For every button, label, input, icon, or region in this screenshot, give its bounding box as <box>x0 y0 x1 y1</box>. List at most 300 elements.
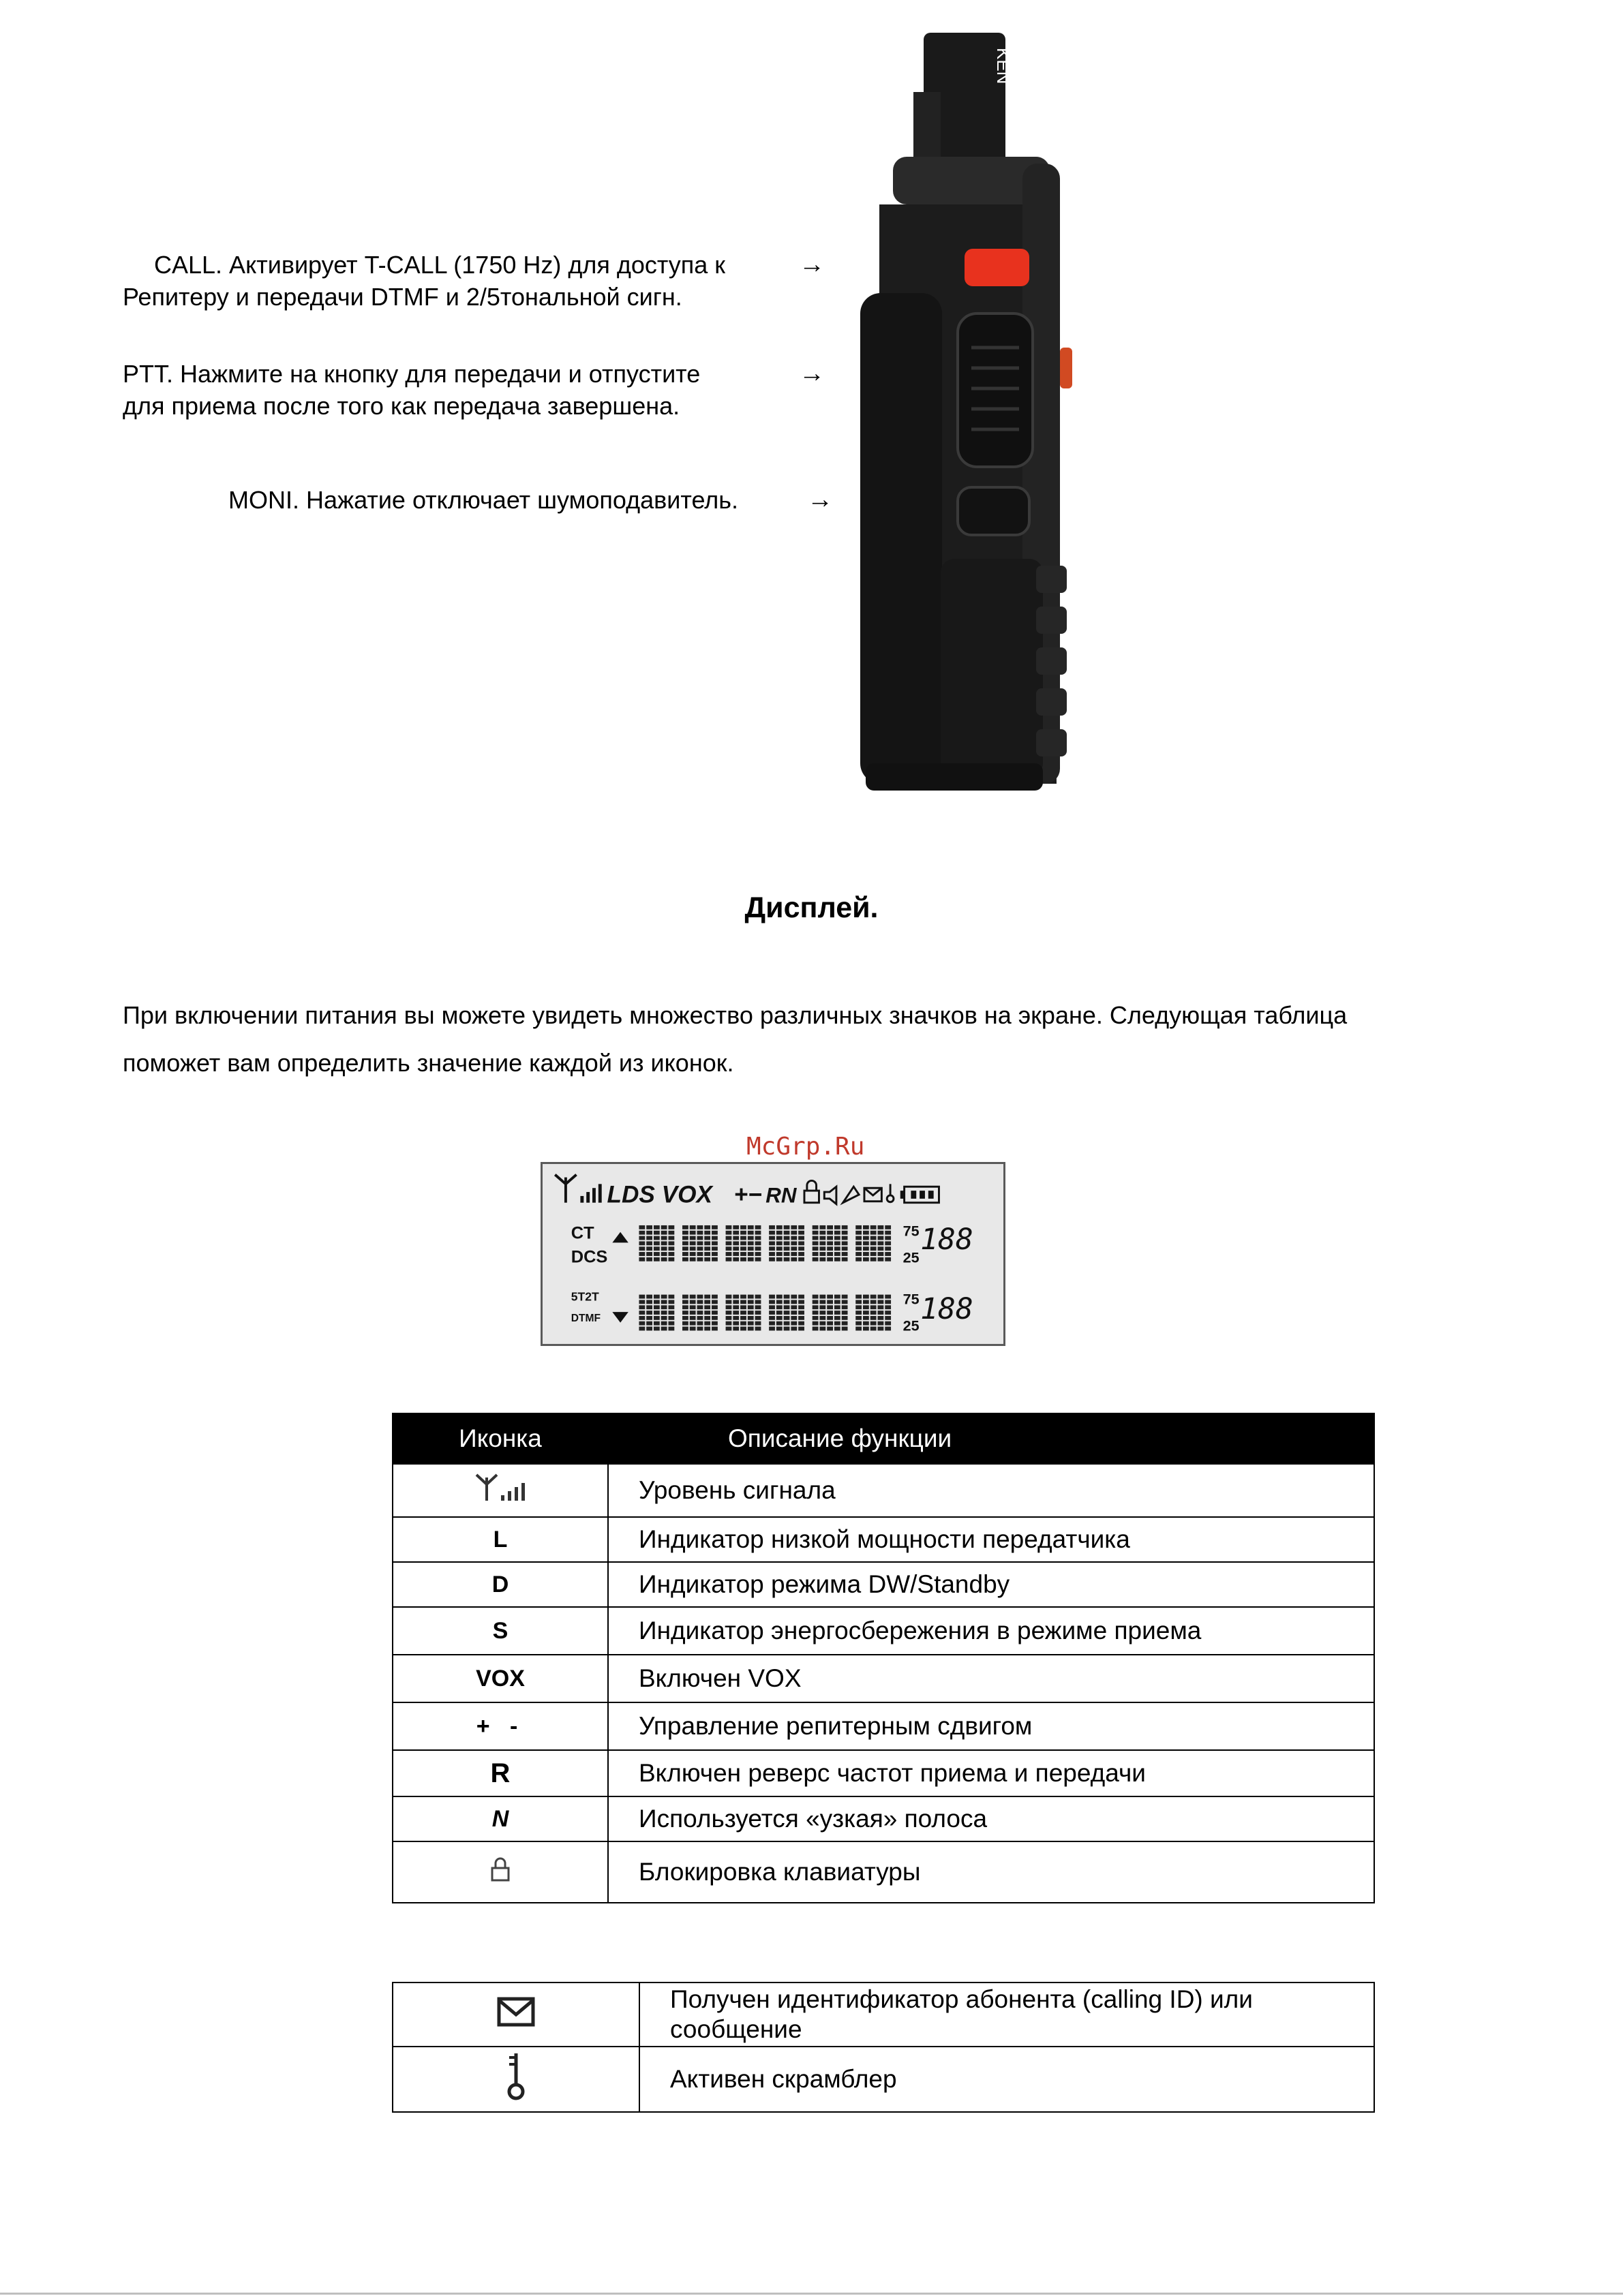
lcd-pixel <box>748 1225 754 1229</box>
lcd-pixel <box>784 1246 790 1251</box>
lcd-pixel <box>834 1257 840 1261</box>
lcd-pixel <box>827 1295 833 1299</box>
lcd-pixel <box>827 1241 833 1245</box>
lcd-pixel <box>798 1295 804 1299</box>
lcd-pixel <box>827 1231 833 1235</box>
lcd-pixel <box>855 1321 862 1326</box>
table-desc-cell: Уровень сигнала <box>608 1464 1374 1517</box>
lcd-pixel <box>842 1225 848 1229</box>
lcd-pixel <box>813 1316 819 1320</box>
lcd-pixel <box>740 1321 746 1326</box>
lcd-step-75: 75 <box>902 1291 920 1308</box>
lcd-pixel <box>769 1225 775 1229</box>
table-icon-cell: VOX <box>393 1655 608 1702</box>
lcd-pixel <box>740 1300 746 1304</box>
lcd-pixel <box>639 1241 645 1245</box>
lcd-pixel <box>646 1231 652 1235</box>
lcd-pixel <box>654 1327 660 1331</box>
callout-call <box>123 249 725 313</box>
lcd-pixel <box>878 1241 884 1245</box>
table-icon-cell: S <box>393 1607 608 1655</box>
lcd-pixel <box>704 1295 710 1299</box>
lcd-pixel <box>690 1225 696 1229</box>
lcd-pixel <box>870 1246 877 1251</box>
lcd-pixel <box>870 1236 877 1240</box>
lcd-pixel <box>791 1321 797 1326</box>
lcd-pixel <box>878 1321 884 1326</box>
lcd-pixel <box>682 1300 688 1304</box>
lcd-pixel <box>704 1257 710 1261</box>
lcd-pixel <box>712 1257 718 1261</box>
lcd-pixel <box>748 1241 754 1245</box>
lcd-pixel <box>870 1311 877 1315</box>
lcd-pixel <box>863 1252 869 1256</box>
arrow-icon: → <box>799 359 825 388</box>
lcd-pixel <box>733 1321 739 1326</box>
callout-ptt-line2: для приема после того как передача завершена. <box>123 392 680 420</box>
table-row <box>393 1517 1374 1562</box>
lcd-pixel <box>690 1327 696 1331</box>
lcd-pixel <box>639 1316 645 1320</box>
lcd-pixel <box>784 1241 790 1245</box>
lcd-pixel <box>668 1257 674 1261</box>
lcd-pixel <box>776 1300 783 1304</box>
lcd-pixel <box>704 1305 710 1309</box>
table-desc-cell: Активен скрамблер <box>639 2047 1374 2112</box>
lcd-pixel <box>870 1300 877 1304</box>
lcd-pixel <box>697 1295 703 1299</box>
lcd-pixel <box>733 1300 739 1304</box>
signal-bars <box>580 1184 601 1202</box>
lcd-pixel <box>748 1321 754 1326</box>
lcd-pixel <box>654 1300 660 1304</box>
key-icon <box>887 1184 894 1201</box>
lcd-pixel <box>827 1321 833 1326</box>
callout-ptt-line1: PTT. Нажмите на кнопку для передачи и отпустите <box>123 360 701 388</box>
lcd-pixel <box>819 1327 825 1331</box>
lcd-pixel <box>654 1236 660 1240</box>
lcd-pixel <box>878 1257 884 1261</box>
lcd-pixel <box>682 1252 688 1256</box>
envelope-icon <box>864 1188 881 1201</box>
lcd-pixel <box>878 1225 884 1229</box>
table-row <box>393 1841 1374 1903</box>
lcd-pixel <box>682 1225 688 1229</box>
lcd-pixel <box>668 1225 674 1229</box>
lcd-pixel <box>784 1236 790 1240</box>
lcd-pixel <box>704 1231 710 1235</box>
lcd-pixel <box>791 1305 797 1309</box>
lcd-pixel <box>855 1327 862 1331</box>
lcd-pixel <box>740 1236 746 1240</box>
lcd-pixel <box>682 1231 688 1235</box>
table-desc-cell: Индикатор режима DW/Standby <box>608 1562 1374 1607</box>
lock-icon <box>487 1854 514 1884</box>
lcd-pixel <box>784 1300 790 1304</box>
lcd-pixel <box>798 1300 804 1304</box>
lcd-pixel <box>870 1225 877 1229</box>
lcd-pixel <box>885 1246 891 1251</box>
lcd-pixel <box>712 1311 718 1315</box>
lcd-pixel <box>712 1246 718 1251</box>
lcd-rn: RN <box>765 1183 797 1208</box>
lcd-pixel <box>784 1252 790 1256</box>
lcd-pixel <box>646 1321 652 1326</box>
lcd-pixel <box>827 1305 833 1309</box>
lcd-pixel <box>842 1231 848 1235</box>
lcd-pixel <box>855 1246 862 1251</box>
lcd-pixel <box>870 1316 877 1320</box>
lcd-pixel <box>878 1316 884 1320</box>
lcd-pixel <box>863 1241 869 1245</box>
lcd-pixel <box>733 1225 739 1229</box>
call-button <box>965 249 1029 286</box>
lcd-pixel <box>819 1246 825 1251</box>
icon-table <box>392 1413 1375 1903</box>
lcd-pixel <box>813 1295 819 1299</box>
lcd-pixel <box>690 1316 696 1320</box>
lcd-channel-digits: 188 <box>920 1223 973 1257</box>
page-bottom-rule <box>0 2293 1623 2295</box>
lcd-pixel <box>870 1241 877 1245</box>
lcd-pixel <box>855 1305 862 1309</box>
lcd-pixel <box>748 1316 754 1320</box>
lcd-pixel <box>748 1327 754 1331</box>
lcd-pixel <box>769 1257 775 1261</box>
lcd-pixel <box>646 1327 652 1331</box>
lcd-pixel <box>863 1246 869 1251</box>
lock-icon <box>804 1180 819 1202</box>
lcd-pixel <box>834 1246 840 1251</box>
lcd-pixel <box>827 1246 833 1251</box>
lcd-pixel <box>842 1321 848 1326</box>
lcd-pixel <box>769 1231 775 1235</box>
lcd-pixel <box>697 1316 703 1320</box>
lcd-pixel <box>827 1225 833 1229</box>
lcd-pixel <box>769 1295 775 1299</box>
lcd-pixel <box>748 1252 754 1256</box>
lcd-ct: CT <box>571 1223 594 1243</box>
lcd-pixel <box>813 1241 819 1245</box>
lcd-pixel <box>740 1252 746 1256</box>
lcd-pixel <box>682 1246 688 1251</box>
lcd-pixel <box>712 1252 718 1256</box>
lcd-pixel <box>769 1241 775 1245</box>
lcd-pixel <box>776 1316 783 1320</box>
lcd-pixel <box>654 1316 660 1320</box>
arrow-up-icon <box>612 1232 628 1243</box>
lcd-pixel <box>646 1311 652 1315</box>
lcd-pixel <box>726 1327 732 1331</box>
signal-icon <box>470 1471 531 1505</box>
lcd-pixel <box>712 1305 718 1309</box>
table-icon-cell: R <box>393 1750 608 1796</box>
lcd-pixel <box>813 1321 819 1326</box>
lcd-pixel <box>712 1225 718 1229</box>
lcd-pixel <box>784 1316 790 1320</box>
lcd-pixel <box>834 1252 840 1256</box>
lcd-pixel <box>776 1295 783 1299</box>
lcd-pixel <box>878 1236 884 1240</box>
lcd-pixel <box>776 1236 783 1240</box>
lcd-pixel <box>813 1252 819 1256</box>
lcd-pixel <box>769 1316 775 1320</box>
table-icon-cell <box>393 1983 639 2047</box>
lcd-pixel <box>755 1295 761 1299</box>
table-icon-cell: N <box>393 1796 608 1841</box>
lcd-pixel <box>690 1311 696 1315</box>
lcd-pixel <box>646 1316 652 1320</box>
table-icon-cell <box>393 1464 608 1517</box>
lcd-pixel <box>755 1241 761 1245</box>
lcd-pixel <box>870 1305 877 1309</box>
lcd-pixel <box>813 1246 819 1251</box>
lcd-pixel <box>712 1295 718 1299</box>
lcd-pixel <box>682 1321 688 1326</box>
table-row <box>393 1750 1374 1796</box>
lcd-pixel <box>791 1246 797 1251</box>
lcd-pixel <box>827 1252 833 1256</box>
table-desc-cell: Блокировка клавиатуры <box>608 1841 1374 1903</box>
lcd-pixel <box>697 1241 703 1245</box>
table-row <box>393 1464 1374 1517</box>
lcd-pixel <box>855 1257 862 1261</box>
lcd-pixel <box>885 1295 891 1299</box>
lcd-pixel <box>639 1225 645 1229</box>
lcd-pixel <box>791 1327 797 1331</box>
moni-button <box>958 487 1029 535</box>
lcd-pixel <box>842 1257 848 1261</box>
lcd-pixel <box>863 1257 869 1261</box>
lcd-pixel <box>819 1241 825 1245</box>
lcd-pixel <box>654 1241 660 1245</box>
lcd-pixel <box>682 1311 688 1315</box>
lcd-pixel <box>798 1241 804 1245</box>
dot-matrix-row-top <box>639 1225 891 1261</box>
speaker-icon <box>824 1187 836 1204</box>
lcd-pixel <box>870 1252 877 1256</box>
lcd-pixel <box>733 1311 739 1315</box>
lcd-pixel <box>748 1300 754 1304</box>
table-row <box>393 1983 1374 2047</box>
lcd-pixel <box>755 1225 761 1229</box>
lcd-pixel <box>712 1300 718 1304</box>
lcd-pixel <box>704 1246 710 1251</box>
lcd-pixel <box>733 1295 739 1299</box>
lcd-pixel <box>819 1295 825 1299</box>
lcd-pixel <box>661 1225 667 1229</box>
lcd-pixel <box>885 1257 891 1261</box>
lcd-pixel <box>798 1321 804 1326</box>
lcd-pixel <box>755 1236 761 1240</box>
lcd-pixel <box>712 1327 718 1331</box>
lcd-pixel <box>863 1311 869 1315</box>
lcd-pixel <box>842 1316 848 1320</box>
lcd-pixel <box>827 1257 833 1261</box>
lcd-pixel <box>661 1300 667 1304</box>
lcd-pixel <box>733 1252 739 1256</box>
lcd-pixel <box>690 1295 696 1299</box>
lcd-pixel <box>726 1321 732 1326</box>
lcd-pixel <box>878 1311 884 1315</box>
lcd-pixel <box>819 1316 825 1320</box>
lcd-plus-minus: +− <box>734 1181 763 1208</box>
lcd-pixel <box>791 1231 797 1235</box>
lcd-pixel <box>697 1321 703 1326</box>
lcd-pixel <box>798 1252 804 1256</box>
lcd-pixel <box>784 1305 790 1309</box>
lcd-pixel <box>740 1241 746 1245</box>
lcd-pixel <box>697 1252 703 1256</box>
lcd-pixel <box>646 1252 652 1256</box>
lcd-pixel <box>827 1311 833 1315</box>
lcd-pixel <box>776 1225 783 1229</box>
lcd-pixel <box>791 1300 797 1304</box>
lcd-pixel <box>682 1327 688 1331</box>
lcd-pixel <box>784 1231 790 1235</box>
desc-line1: Получен идентификатор абонента (calling ID) или <box>670 1985 1253 2013</box>
lcd-pixel <box>784 1225 790 1229</box>
lcd-pixel <box>827 1327 833 1331</box>
lcd-pixel <box>654 1231 660 1235</box>
lcd-pixel <box>776 1231 783 1235</box>
lcd-pixel <box>740 1295 746 1299</box>
lcd-pixel <box>748 1257 754 1261</box>
lcd-pixel <box>639 1252 645 1256</box>
lcd-pixel <box>740 1246 746 1251</box>
lcd-pixel <box>769 1311 775 1315</box>
lcd-pixel <box>834 1295 840 1299</box>
lcd-pixel <box>704 1236 710 1240</box>
lcd-pixel <box>654 1246 660 1251</box>
lcd-pixel <box>834 1316 840 1320</box>
lcd-pixel <box>646 1300 652 1304</box>
lcd-pixel <box>697 1311 703 1315</box>
lcd-pixel <box>740 1257 746 1261</box>
lcd-pixel <box>748 1305 754 1309</box>
lcd-pixel <box>798 1257 804 1261</box>
lcd-pixel <box>885 1252 891 1256</box>
lcd-pixel <box>870 1295 877 1299</box>
lcd-pixel <box>755 1252 761 1256</box>
lcd-pixel <box>791 1316 797 1320</box>
lcd-pixel <box>819 1257 825 1261</box>
lcd-pixel <box>668 1246 674 1251</box>
table-desc-cell: Индикатор низкой мощности передатчика <box>608 1517 1374 1562</box>
lcd-pixel <box>842 1300 848 1304</box>
lcd-pixel <box>639 1257 645 1261</box>
lcd-pixel <box>813 1300 819 1304</box>
lcd-pixel <box>863 1225 869 1229</box>
lcd-pixel <box>682 1305 688 1309</box>
lcd-pixel <box>819 1300 825 1304</box>
lcd-pixel <box>668 1252 674 1256</box>
lcd-5t2t: 5T2T <box>571 1289 599 1304</box>
lcd-pixel <box>755 1316 761 1320</box>
lcd-pixel <box>646 1225 652 1229</box>
lcd-pixel <box>668 1327 674 1331</box>
lcd-pixel <box>690 1257 696 1261</box>
lcd-pixel <box>697 1300 703 1304</box>
lcd-pixel <box>661 1295 667 1299</box>
lcd-pixel <box>834 1300 840 1304</box>
lcd-pixel <box>740 1231 746 1235</box>
lcd-pixel <box>842 1241 848 1245</box>
intro-paragraph <box>123 992 1554 1087</box>
table-header <box>393 1413 1374 1464</box>
lcd-pixel <box>668 1316 674 1320</box>
lcd-pixel <box>842 1305 848 1309</box>
lcd-pixel <box>791 1295 797 1299</box>
lcd-pixel <box>661 1231 667 1235</box>
lcd-pixel <box>813 1236 819 1240</box>
lcd-channel-digits: 188 <box>920 1291 973 1326</box>
lcd-pixel <box>712 1316 718 1320</box>
lcd-pixel <box>791 1252 797 1256</box>
lcd-pixel <box>834 1241 840 1245</box>
lcd-pixel <box>784 1257 790 1261</box>
lcd-pixel <box>697 1236 703 1240</box>
lcd-pixel <box>726 1305 732 1309</box>
lcd-pixel <box>704 1241 710 1245</box>
lcd-pixel <box>755 1305 761 1309</box>
lcd-pixel <box>726 1252 732 1256</box>
lcd-pixel <box>712 1231 718 1235</box>
callout-call-line1: CALL. Активирует T-CALL (1750 Hz) для доступа к <box>154 251 726 279</box>
lcd-pixel <box>791 1236 797 1240</box>
lcd-pixel <box>733 1305 739 1309</box>
lcd-pixel <box>661 1311 667 1315</box>
lcd-pixel <box>748 1295 754 1299</box>
lcd-pixel <box>885 1225 891 1229</box>
lcd-pixel <box>661 1246 667 1251</box>
lcd-pixel <box>776 1305 783 1309</box>
lcd-pixel <box>863 1236 869 1240</box>
dot-matrix-row-bottom <box>639 1295 891 1331</box>
lcd-pixel <box>870 1231 877 1235</box>
lcd-pixel <box>855 1295 862 1299</box>
lcd-pixel <box>855 1225 862 1229</box>
lcd-pixel <box>668 1305 674 1309</box>
lcd-pixel <box>842 1252 848 1256</box>
lcd-pixel <box>726 1257 732 1261</box>
lcd-pixel <box>791 1225 797 1229</box>
lcd-pixel <box>834 1311 840 1315</box>
lcd-pixel <box>813 1257 819 1261</box>
lcd-pixel <box>733 1241 739 1245</box>
table-icon-cell <box>393 2047 639 2112</box>
lcd-pixel <box>697 1257 703 1261</box>
lcd-pixel <box>661 1236 667 1240</box>
table-row <box>393 1607 1374 1655</box>
lcd-pixel <box>639 1327 645 1331</box>
lcd-pixel <box>878 1231 884 1235</box>
lcd-pixel <box>827 1316 833 1320</box>
callout-ptt <box>123 358 700 422</box>
arrow-icon: → <box>799 250 825 279</box>
lcd-pixel <box>863 1305 869 1309</box>
lcd-pixel <box>885 1300 891 1304</box>
lcd-step-25: 25 <box>902 1249 920 1266</box>
lcd-pixel <box>784 1295 790 1299</box>
lcd-pixel <box>654 1295 660 1299</box>
lcd-pixel <box>748 1246 754 1251</box>
table-icon-cell: D <box>393 1562 608 1607</box>
lcd-pixel <box>697 1327 703 1331</box>
lcd-pixel <box>755 1231 761 1235</box>
lcd-pixel <box>776 1246 783 1251</box>
bell-icon <box>843 1187 859 1202</box>
